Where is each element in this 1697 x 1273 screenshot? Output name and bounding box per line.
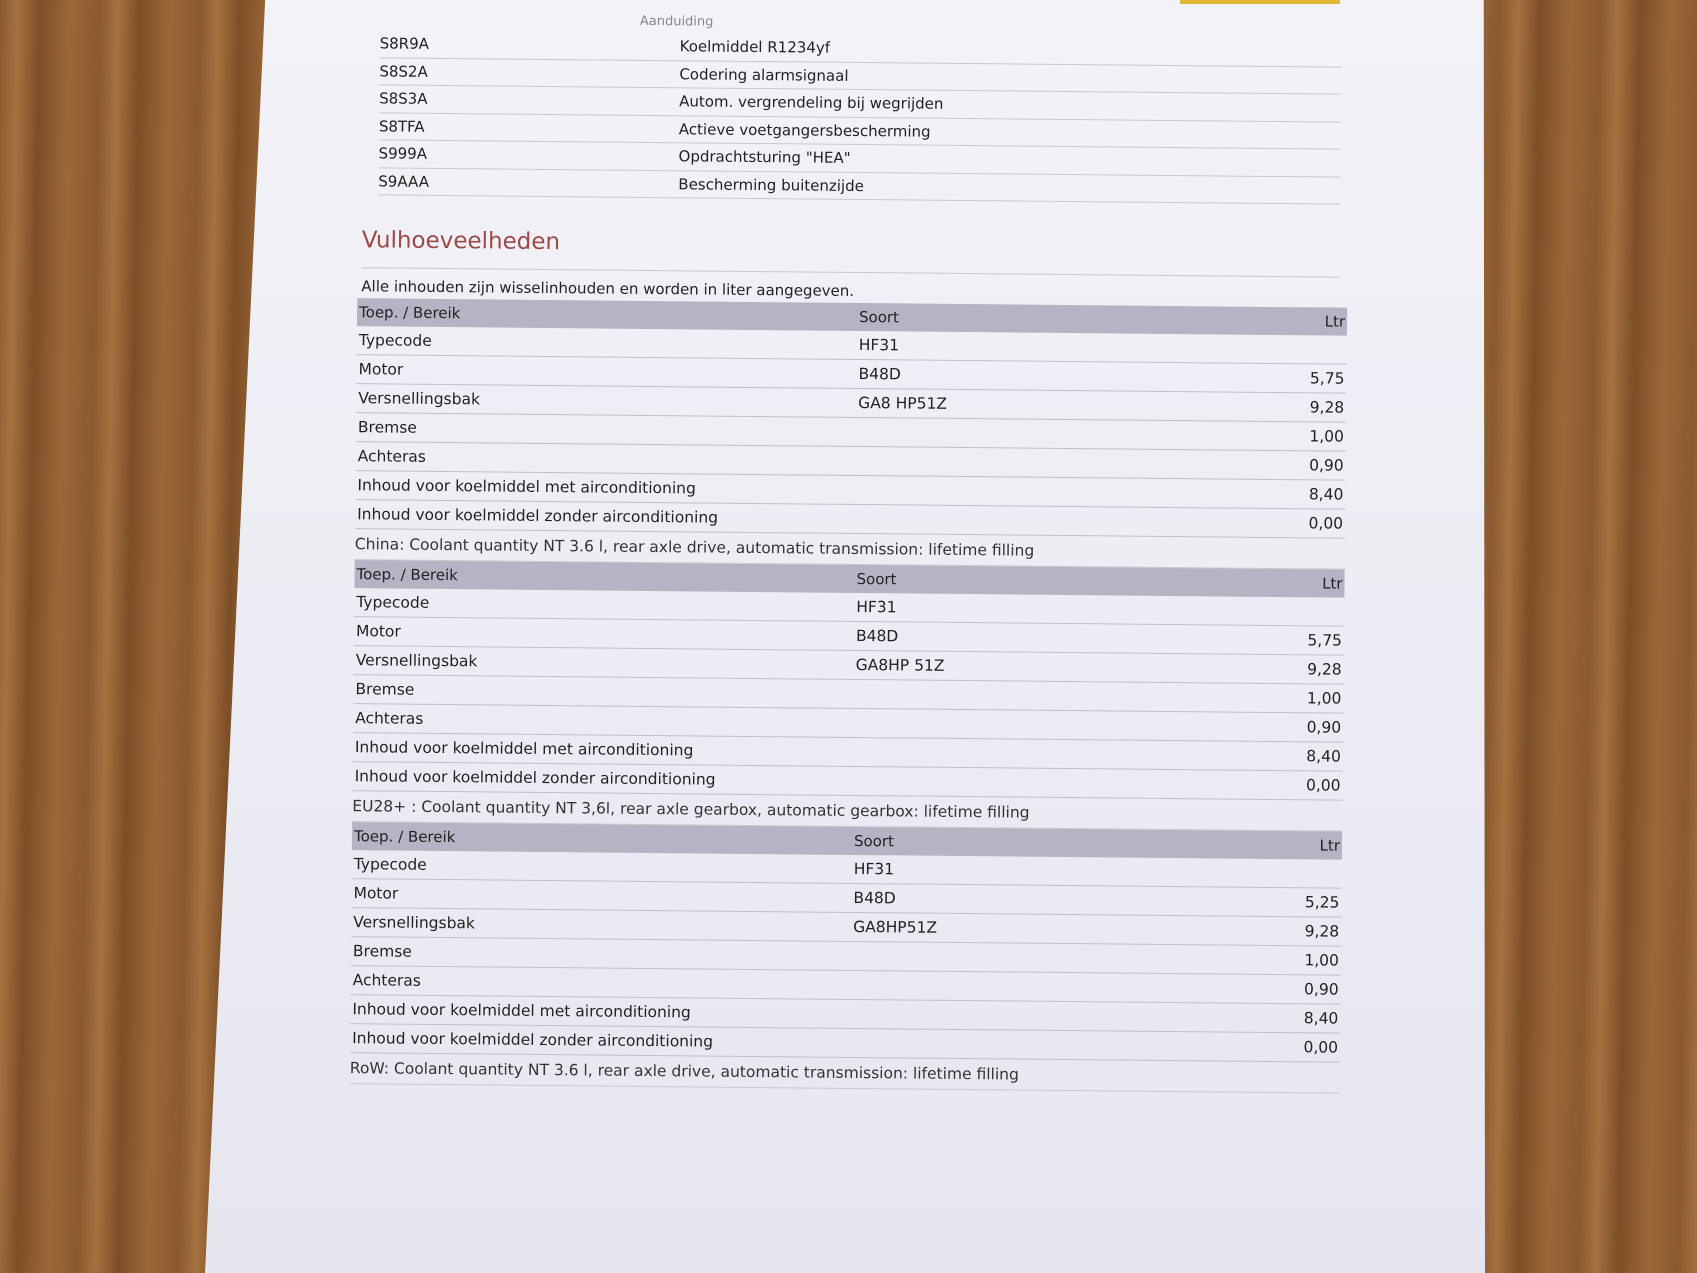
table-cell-c2: [852, 1000, 1258, 1032]
table-cell-c1: Inhoud voor koelmiddel met airconditioning: [357, 476, 696, 498]
header-cell-c2: Soort: [856, 569, 897, 589]
table-cell-c3: [1265, 335, 1347, 364]
table-cell-c2: GA8 HP51Z: [858, 393, 948, 413]
option-description: Bescherming buitenzijde: [678, 174, 864, 195]
table-cell-c1: Achteras: [352, 971, 422, 990]
table-cell-c3: 9,28: [1307, 660, 1342, 679]
table-cell-c1: Inhoud voor koelmiddel met airconditioning: [352, 1000, 691, 1022]
option-code: S8S3A: [379, 89, 428, 108]
table-cell-c3: 8,40: [1308, 485, 1344, 504]
section-intro: Alle inhouden zijn wisselinhouden en worden in liter aangegeven.: [361, 277, 855, 300]
table-cell-c3: 5,25: [1304, 893, 1340, 912]
table-cell-c1: Motor: [358, 360, 404, 379]
table-cell-c1: Achteras: [357, 447, 427, 466]
table-cell-c3: 0,00: [1305, 776, 1341, 795]
table-cell-c2: [854, 767, 1260, 799]
table-cell-c1: Inhoud voor koelmiddel met airconditioning: [354, 738, 694, 760]
capacity-table: [355, 298, 1347, 538]
options-list: [338, 30, 1360, 205]
table-cell-c3: 0,00: [1308, 514, 1344, 533]
table-cell-c3: 9,28: [1309, 398, 1345, 417]
yellow-strip: [1180, 0, 1340, 4]
table-cell-c2: [855, 680, 1261, 712]
table-cell-c2: [858, 447, 1264, 479]
table-cell-c1: Typecode: [356, 593, 430, 612]
header-cell-c2: Soort: [853, 831, 895, 851]
table-cell-c2: [852, 1029, 1258, 1061]
header-cell-c1: Toep. / Bereik: [353, 827, 456, 847]
table-cell-c3: [1262, 597, 1344, 626]
header-cell-c2: Soort: [858, 307, 900, 327]
option-code: S999A: [378, 144, 428, 163]
table-cell-c1: Bremse: [357, 418, 417, 437]
header-cell-c3: Ltr: [1319, 836, 1341, 855]
table-cell-c1: Inhoud voor koelmiddel zonder airconditioning: [354, 767, 716, 789]
table-cell-c2: HF31: [853, 859, 895, 879]
option-code: S8TFA: [378, 116, 425, 136]
table-cell-c3: 8,40: [1303, 1009, 1339, 1028]
table-cell-c3: [1260, 859, 1342, 888]
table-cell-c3: 5,75: [1307, 631, 1343, 650]
table-cell-c2: B48D: [855, 626, 899, 646]
table-cell-c2: B48D: [853, 888, 896, 908]
table-cell-c1: Typecode: [353, 855, 427, 874]
table-cell-c2: [857, 505, 1263, 537]
option-description: Codering alarmsignaal: [679, 64, 849, 85]
header-cell-c1: Toep. / Bereik: [356, 565, 458, 585]
option-code: S8S2A: [379, 61, 428, 81]
section-title: Vulhoeveelheden: [361, 227, 561, 256]
option-description: Koelmiddel R1234yf: [679, 37, 831, 57]
capacity-table: [352, 560, 1344, 800]
header-cell-c3: Ltr: [1322, 574, 1343, 593]
table-cell-c2: B48D: [858, 364, 901, 384]
option-code: S9AAA: [378, 171, 430, 191]
table-cell-c1: Bremse: [352, 942, 412, 961]
table-cell-c2: HF31: [858, 335, 900, 355]
options-header: Aanduiding: [639, 13, 714, 30]
table-cell-c3: 0,00: [1303, 1038, 1339, 1057]
table-note: RoW: Coolant quantity NT 3.6 l, rear axle drive, automatic transmission: lifetime filling: [350, 1053, 1340, 1094]
table-cell-c1: Versnellingsbak: [355, 651, 478, 671]
option-description: Actieve voetgangersbescherming: [678, 119, 931, 141]
table-cell-c3: 1,00: [1309, 427, 1345, 446]
table-cell-c2: [857, 476, 1263, 508]
table-cell-c3: 0,90: [1304, 980, 1339, 999]
table-cell-c2: [853, 971, 1259, 1003]
table-cell-c3: 0,90: [1309, 456, 1344, 475]
table-cell-c1: Motor: [355, 622, 401, 641]
option-code: S8R9A: [379, 34, 430, 53]
table-cell-c3: 1,00: [1304, 951, 1339, 970]
table-cell-c2: [858, 418, 1264, 450]
header-cell-c1: Toep. / Bereik: [358, 303, 461, 323]
table-cell-c3: 0,90: [1306, 718, 1342, 737]
table-cell-c3: 8,40: [1306, 747, 1341, 766]
table-cell-c1: Typecode: [358, 331, 432, 350]
table-cell-c1: Achteras: [355, 709, 424, 728]
table-cell-c2: HF31: [856, 597, 897, 617]
tables-container: [330, 298, 1357, 1094]
table-cell-c1: Inhoud voor koelmiddel zonder airconditioning: [357, 505, 719, 527]
table-cell-c2: [853, 942, 1259, 974]
header-cell-c3: Ltr: [1324, 312, 1346, 331]
table-cell-c1: Versnellingsbak: [358, 389, 481, 409]
table-cell-c1: Versnellingsbak: [353, 913, 476, 933]
table-note: EU28+ : Coolant quantity NT 3,6l, rear axle gearbox, automatic gearbox: lifetime filling: [352, 791, 1342, 832]
table-cell-c2: [855, 709, 1261, 741]
capacity-table: [350, 822, 1342, 1062]
document-content: [330, 8, 1360, 1094]
table-cell-c3: 1,00: [1306, 689, 1342, 708]
table-cell-c1: Motor: [353, 884, 399, 903]
option-description: Opdrachtsturing "HEA": [678, 147, 851, 167]
table-note: China: Coolant quantity NT 3.6 l, rear axle drive, automatic transmission: lifetime filling: [355, 529, 1345, 570]
table-cell-c3: 5,75: [1309, 369, 1345, 388]
option-description: Autom. vergrendeling bij wegrijden: [679, 92, 944, 113]
table-cell-c1: Inhoud voor koelmiddel zonder airconditioning: [352, 1029, 714, 1051]
table-cell-c2: GA8HP 51Z: [855, 655, 945, 675]
table-cell-c2: [855, 738, 1261, 770]
table-cell-c2: GA8HP51Z: [853, 917, 938, 937]
table-cell-c3: 9,28: [1304, 922, 1340, 941]
table-cell-c1: Bremse: [355, 680, 415, 699]
